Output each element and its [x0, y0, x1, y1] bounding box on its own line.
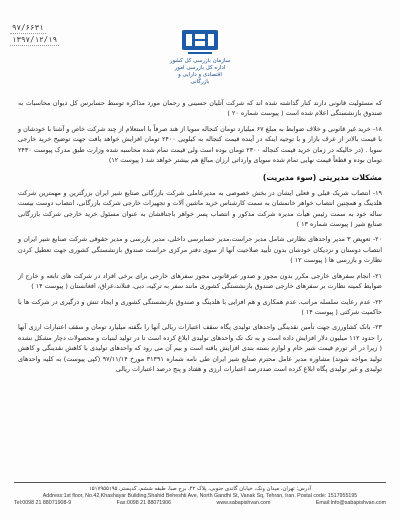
footer	[14, 486, 386, 507]
saba-logo	[178, 26, 222, 58]
footer-web[interactable]: www.sabapishvan.com	[216, 500, 271, 506]
section-title: مشکلات مدیریتی (سوء مدیریت)	[262, 173, 382, 183]
logo-caption	[168, 58, 232, 86]
reference-block	[10, 22, 59, 46]
reference-date-row	[10, 34, 59, 46]
paragraph: ۱۹- انتصاب شریک قبلی و فعلی ایشان در بخش خصوصی به مدیرعاملی شرکت بازرگانی صنایع شیر ایران بزرگترین و مهمترین شرکت هلدینگ و همچنین انتصاب خواهر خانمشان به سمت کارشناس خرید ماشین آلات و تجهیزات خارجی شرکت بازرگانی، انتصاب دوست بیست ساله خود به سمت رئیس هیأت مدیره شرکت مذکور و انتصاب پسر خواهر باجناقشان به عنوان مسئول خرید خارجی شرکت بازرگانی صنایع شیر ( پیوست شماره ۱۳ )	[18, 188, 382, 229]
paragraph: که مسئولیت قانونی دارند کنار گذاشته شده اند که شرکت آتلیان حسینی و رحمان مورد مذاکره توسط حسابرس کل دیوان محاسبات به صندوق بازنشستگی اعلام شده است ( پیوست شماره ۲۰ )	[18, 99, 382, 118]
footer-divider	[14, 482, 386, 483]
footer-tel: Tel:0098 21 88071908-9	[14, 500, 72, 506]
footer-address-fa: آدرس: تهران، میدان ونک، خیابان گاندی جنوبی، پلاک ۴۲، برج صبا، طبقه ششم، کدپستی ۱۵۱۷۹۵۵۱۹۵	[88, 486, 312, 492]
footer-email[interactable]: Email:Info@sabapishvan.com	[315, 500, 386, 506]
reference-number: ۹۷/۶۶۳۱	[12, 23, 44, 32]
logo-org-line: اداره کل بازرسی امور اقتصادی و دارایی و بازرگانی	[174, 65, 226, 85]
paragraph: ۲۳- بانک کشاورزی جهت تأمین نقدینگی واحدهای تولیدی پگاه سقف اعتبارات ریالی آنها را بگفته میلیارد تومان و سقف اعتبارات ارزی آنها را حدود ۱۱۲ میلیون دلار افزایش داده است و به تک تک واحدهای تولیدی ابلاغ کرده است تا در تولید لبنیات و محصولات دچار مشکل نشده ( زیرا در اثر تورم قیمت شیر خام و لوازم بسته بندی افزایش یافته است و بیم آن می رود که واحدهای تولیدی با کاهش نقدینگی و کاهش تولید مواجه شوند) مشاوره مدیر عامل محترم صنایع شیر ایران طی نامه شماره ۳۱۳۹۱ مورخ ۹۷/۱۱/۱۴ (کپی پیوست) به کلیه واحدهای تولیدی و غیر تولیدی پگاه ابلاغ کرده است صددرصد اعتبارات ارزی و هفتاد و پنج درصد اعتبارات ریالی	[18, 323, 382, 373]
footer-address-en: Address:1st floor, No.42,Khashayar Building,Shahid Beheshti Ave, North Gandhi St, Vanak Sq, Tehran, Iran. Postal code: 1517955195	[42, 493, 358, 499]
footer-fax: Fax:0098 21 88071906	[116, 500, 172, 506]
reference-number-row	[10, 22, 59, 34]
footer-contact-row	[14, 500, 386, 507]
paragraph: ۱۸- خرید غیر قانونی و خلاف ضوابط به مبلغ ۶۷ میلیارد تومان کنجاله سویا از هند صرفاً با استعلام از چند شرکت خاص و آشنا با خودشان و با قیمت بالاتر از عرف بازار و با توجیه اینکه در آینده قیمت کنجاله به کیلویی ۲۴۰۰ تومان افزایش خواهد یافت جهت توضیح خرید خارجی سویا . (در حالیکه در زمان خرید قیمت کنجاله ۲۳۰۰ تومان بوده است ولی قیمت تمام شده محاسبه شده وزارت طبق مدرک پیوست ۲۴۳۰ تومان بوده و قطعاً قیمت نهایی تمام شده سویای وارداتی ارزان مبالغ هم بیشتر خواهد شد ( پیوست ۱۲)	[18, 124, 382, 165]
reference-date: ۱۳۹۷/۱۲/۱۹	[12, 35, 58, 44]
logo-org-name: سازمان بازرسی کل کشور	[169, 58, 231, 64]
paragraph: ۲۱- انجام سفرهای خارجی مکرر بدون مجوز و صدور غیرقانونی مجوز سفرهای خارجی برای برخی افراد در شرکت های تابعه و خارج از ضوابط کمیته نظارت بر سفرهای خارجی صندوق بازنشستگی کشوری مانند سفر به ترکیه، دبی، فنلاند،عراق، افغانستان ( پیوست ۱۴ )	[18, 271, 382, 291]
paragraph: ۲۰- تعویض ۳ مدیر واحدهای نظارتی شامل مدیر حراست،مدیر حسابرسی داخلی، مدیر بازرسی و مدیر حقوقی شرکت صنایع شیر ایران و انتصاب دوستان و نزدیکان خودشان بدون تأیید صلاحیت آنها از سوی دفتر مرکزی حراست صندوق بازنشستگی کشوری جهت تعطیل کردن نظارت و بازرسی ها ( پیوست ۱۲ )	[18, 235, 383, 265]
letter-body	[18, 98, 382, 379]
paragraph: ۲۲- عدم رعایت سلسله مراتب، عدم همکاری و هم افزایی با هلدینگ و صندوق بازنشستگی کشوری و ایجاد تنش و درگیری در شرکت ها با حاکمیت شرکتی ( پیوست ۱۴ )	[18, 297, 382, 316]
